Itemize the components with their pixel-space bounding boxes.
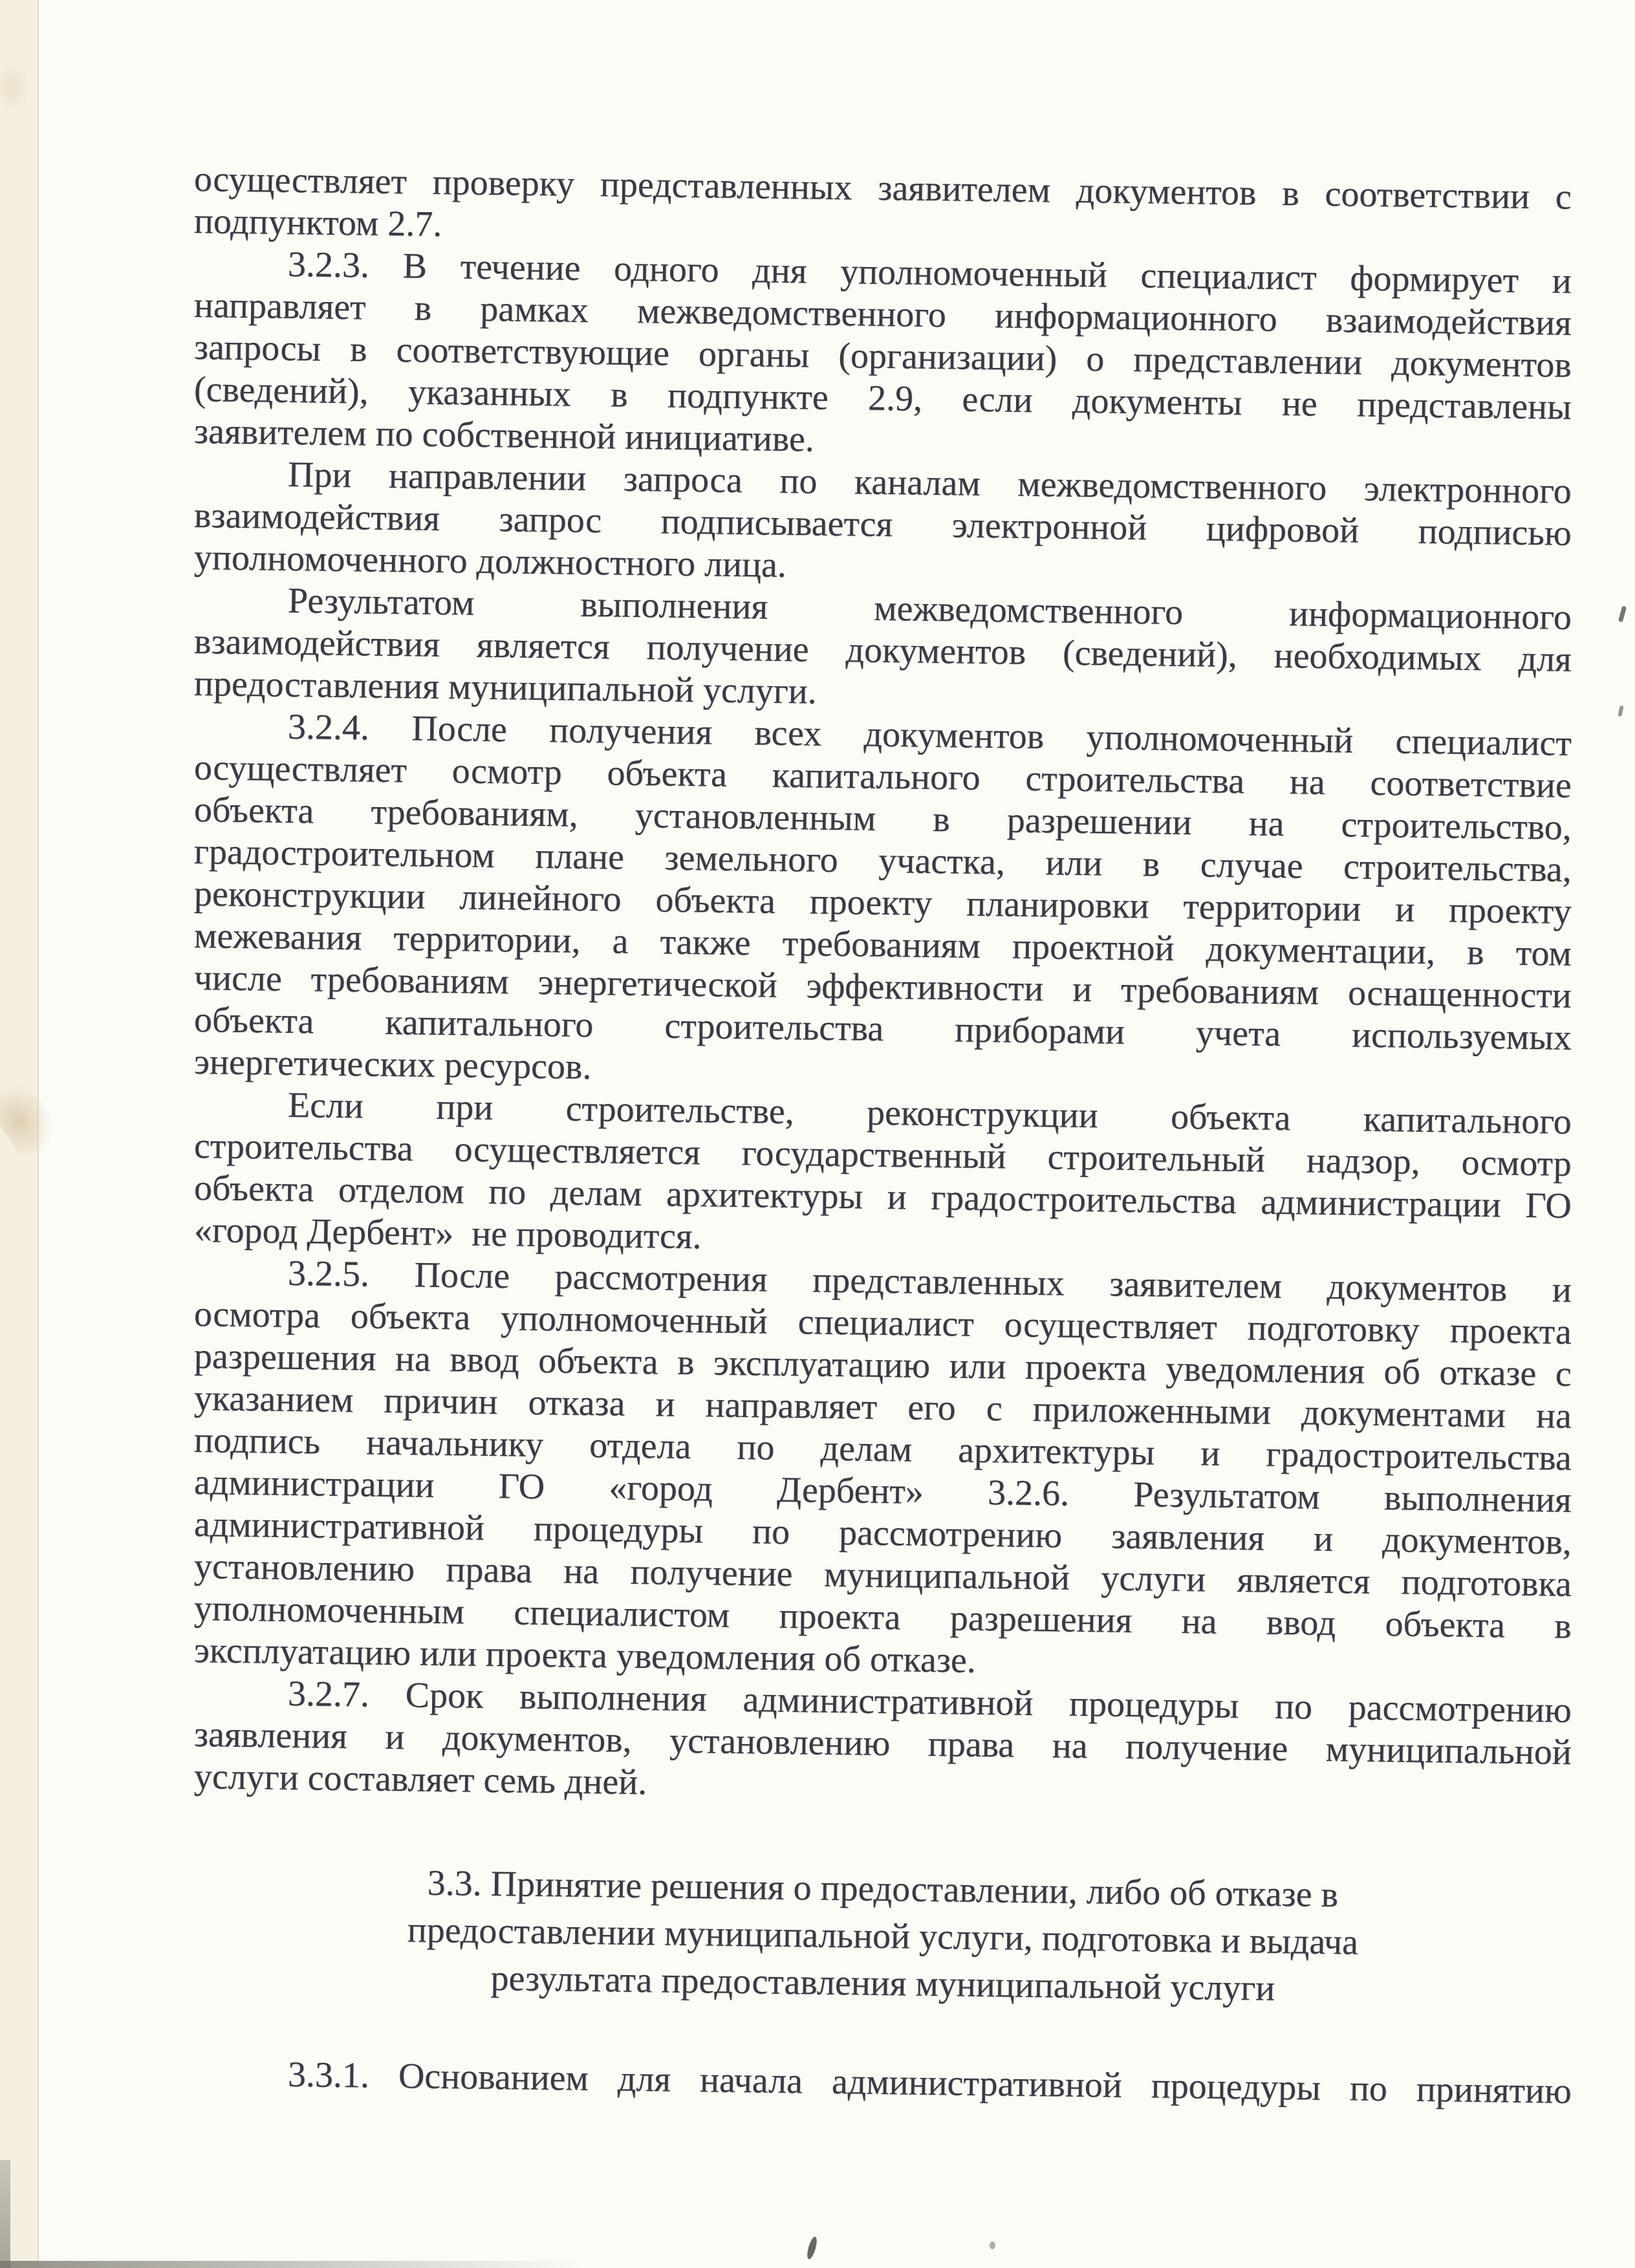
word: указанием bbox=[193, 1378, 354, 1421]
word: требованиям bbox=[782, 923, 981, 966]
text-line bbox=[194, 2053, 1572, 2113]
word: в bbox=[610, 374, 629, 415]
word: рассмотрению bbox=[838, 1513, 1063, 1556]
word: установлению bbox=[669, 1720, 891, 1764]
word: (сведений), bbox=[193, 369, 369, 412]
word: в bbox=[677, 1342, 695, 1383]
word: по bbox=[1349, 2068, 1388, 2110]
word: объекта bbox=[537, 1340, 658, 1383]
word: 3.2.3. bbox=[287, 244, 370, 286]
word: документов, bbox=[1381, 1520, 1572, 1562]
word: ГО bbox=[1524, 1185, 1572, 1226]
word: уведомления bbox=[1165, 1348, 1365, 1392]
word: эффективности bbox=[806, 966, 1044, 1010]
word: взаимодействия bbox=[1325, 299, 1572, 343]
word: по bbox=[488, 1171, 526, 1213]
word: требованиям bbox=[1120, 969, 1319, 1013]
word: делам bbox=[820, 1428, 913, 1470]
word: информационного bbox=[1288, 594, 1572, 638]
word: подпункте bbox=[667, 375, 829, 418]
word: принятию bbox=[1416, 2069, 1572, 2111]
word: проекта bbox=[1024, 1346, 1147, 1389]
word: документов bbox=[863, 714, 1045, 757]
word: в bbox=[932, 799, 951, 840]
word: в bbox=[1142, 844, 1160, 885]
word: в bbox=[349, 329, 367, 370]
word: строительство, bbox=[1341, 805, 1572, 848]
word: межевания bbox=[193, 916, 362, 958]
word: выполнения bbox=[519, 1676, 708, 1720]
word: и bbox=[1313, 1518, 1334, 1560]
word: направлении bbox=[388, 455, 587, 499]
word: строительства bbox=[193, 1126, 414, 1169]
word: делам bbox=[550, 1172, 642, 1215]
word: подпись bbox=[193, 1420, 321, 1462]
word: с bbox=[1555, 177, 1572, 217]
word: энергетической bbox=[537, 962, 778, 1006]
word: соответствующие bbox=[396, 330, 670, 374]
word: объекта bbox=[193, 790, 314, 832]
word: услуги bbox=[1100, 1558, 1206, 1600]
word: с bbox=[1555, 1354, 1572, 1394]
word: строительства bbox=[1025, 758, 1245, 802]
word: 3.2.5. bbox=[287, 1253, 370, 1295]
word: права bbox=[446, 1550, 533, 1591]
word: указанных bbox=[407, 372, 572, 415]
word: приложенными bbox=[1032, 1388, 1272, 1432]
text-line: заявителем по собственной инициативе. bbox=[193, 411, 815, 460]
word: и bbox=[1072, 969, 1092, 1010]
word: требованиям, bbox=[371, 792, 579, 835]
word: с bbox=[986, 1388, 1003, 1429]
word: строительства bbox=[664, 1006, 884, 1049]
word: объекта bbox=[1170, 1096, 1291, 1139]
word: муниципальной bbox=[1325, 1729, 1572, 1773]
word: всех bbox=[754, 713, 822, 754]
text-line: эксплуатацию или проекта уведомления об отказе. bbox=[193, 1630, 977, 1681]
document-text-block bbox=[193, 158, 1572, 2111]
word: осуществляет bbox=[1004, 1304, 1218, 1348]
word: межведомственного bbox=[1017, 464, 1327, 508]
word: 2.9, bbox=[867, 378, 923, 419]
word: если bbox=[962, 379, 1033, 420]
scan-artifact-dot bbox=[990, 2241, 995, 2249]
word: процедуры bbox=[533, 1508, 704, 1551]
word: Срок bbox=[405, 1675, 484, 1716]
word: и bbox=[1552, 261, 1572, 301]
word: на bbox=[1181, 1601, 1217, 1642]
word: цифровой bbox=[1206, 508, 1359, 551]
word: 3.2.4. bbox=[287, 706, 370, 748]
word: Результатом bbox=[1132, 1474, 1321, 1517]
word: объекта bbox=[1385, 1604, 1506, 1646]
word: осуществляется bbox=[454, 1129, 701, 1173]
word: отдела bbox=[589, 1425, 691, 1467]
text-line: 3.3. Принятие решения о предоставлении, либо об отказе в bbox=[427, 1863, 1339, 1916]
word: документы bbox=[1072, 380, 1242, 424]
word: заявления bbox=[1110, 1516, 1265, 1559]
word: объекта bbox=[655, 880, 776, 922]
word: ввод bbox=[1266, 1602, 1336, 1644]
word: взаимодействия bbox=[193, 621, 440, 665]
word: реконструкции bbox=[193, 874, 426, 917]
word: по bbox=[737, 1427, 775, 1468]
word: на bbox=[1289, 762, 1326, 803]
word: строительный bbox=[1047, 1137, 1266, 1180]
word: Основанием bbox=[398, 2056, 589, 2099]
word: линейного bbox=[459, 877, 622, 920]
word: объекта bbox=[350, 1296, 471, 1338]
word: и bbox=[1394, 889, 1415, 930]
word: и bbox=[1200, 1433, 1220, 1474]
word: архитектуры bbox=[666, 1174, 863, 1217]
word: получения bbox=[548, 710, 713, 753]
word: информационного bbox=[994, 296, 1278, 340]
word: органы bbox=[698, 334, 810, 376]
text-line: предоставления муниципальной услуги. bbox=[193, 664, 817, 712]
word: «город bbox=[608, 1467, 713, 1509]
text-line: «город Дербент» не проводится. bbox=[193, 1210, 702, 1257]
text-line: энергетических ресурсов. bbox=[193, 1042, 592, 1088]
word: капитального bbox=[385, 1002, 594, 1046]
word: административной bbox=[831, 2061, 1123, 2106]
text-line: предоставлении муниципальной услуги, подготовка и выдача bbox=[407, 1910, 1359, 1963]
word: направляет bbox=[193, 285, 367, 328]
word: в bbox=[414, 288, 432, 329]
word: рамках bbox=[479, 288, 589, 330]
word: взаимодействия bbox=[193, 495, 440, 539]
word: не bbox=[1281, 383, 1318, 424]
word: рассмотрению bbox=[1348, 1687, 1572, 1731]
text-line: результата предоставления муниципальной услуги bbox=[490, 1958, 1275, 2009]
word: одного bbox=[613, 248, 719, 290]
word: подготовку bbox=[1247, 1308, 1420, 1350]
word: ГО bbox=[498, 1466, 545, 1507]
word: является bbox=[476, 625, 611, 667]
word: заявления bbox=[193, 1714, 348, 1757]
word: и bbox=[655, 1384, 675, 1425]
word: об bbox=[1383, 1352, 1421, 1392]
word: документов bbox=[1326, 1266, 1508, 1310]
word: При bbox=[287, 454, 352, 496]
word: представленных bbox=[812, 1260, 1065, 1304]
word: градостроительном bbox=[193, 832, 495, 876]
word: административной bbox=[742, 1679, 1034, 1723]
word: на bbox=[1535, 1396, 1572, 1436]
word: государственный bbox=[741, 1133, 1006, 1177]
word: градостроительства bbox=[930, 1177, 1237, 1222]
word: является bbox=[1237, 1560, 1370, 1602]
word: участка, bbox=[878, 840, 1006, 883]
word: уполномоченным bbox=[193, 1588, 465, 1632]
word: приборами bbox=[954, 1010, 1125, 1052]
word: заявителем bbox=[877, 167, 1051, 211]
word: разрешения bbox=[949, 1598, 1132, 1641]
word: строительстве, bbox=[565, 1088, 795, 1132]
word: капитального bbox=[1363, 1099, 1572, 1142]
word: эксплуатацию bbox=[713, 1343, 931, 1386]
word: разрешении bbox=[1006, 800, 1192, 843]
word: соответствие bbox=[1370, 762, 1572, 806]
word: случае bbox=[1200, 845, 1303, 887]
paper-edge-line bbox=[38, 0, 39, 2268]
word: используемых bbox=[1351, 1015, 1572, 1058]
text-line: услуги составляет семь дней. bbox=[193, 1756, 647, 1803]
word: проекту bbox=[809, 881, 933, 923]
word: течение bbox=[460, 246, 581, 288]
word: на bbox=[1052, 1725, 1088, 1767]
word: права bbox=[927, 1723, 1015, 1766]
word: представленных bbox=[600, 164, 852, 208]
word: осмотр bbox=[1461, 1142, 1572, 1184]
word: документов bbox=[845, 630, 1026, 673]
word: оснащенности bbox=[1347, 973, 1572, 1016]
word: установлению bbox=[193, 1546, 415, 1590]
word: получение bbox=[646, 627, 810, 670]
word: Дербент» bbox=[776, 1469, 924, 1512]
word: архитектуры bbox=[957, 1430, 1155, 1473]
word: подготовка bbox=[1401, 1562, 1572, 1604]
word: его bbox=[907, 1387, 957, 1429]
word: (сведений), bbox=[1062, 632, 1238, 676]
word: территории, bbox=[393, 918, 581, 961]
word: ввод bbox=[449, 1339, 520, 1381]
word: осмотра bbox=[193, 1294, 321, 1336]
word: плане bbox=[534, 836, 625, 878]
word: объекта bbox=[193, 1168, 314, 1210]
word: запроса bbox=[623, 459, 743, 501]
word: документов, bbox=[442, 1718, 633, 1760]
word: документов bbox=[1391, 343, 1572, 385]
word: по bbox=[779, 460, 817, 502]
word: подписью bbox=[1418, 511, 1572, 554]
word: Результатом bbox=[287, 580, 475, 623]
word: проектной bbox=[1012, 926, 1175, 969]
word: выполнения bbox=[580, 584, 768, 627]
word: в bbox=[1466, 932, 1484, 973]
text-line: подпунктом 2.7. bbox=[193, 201, 442, 245]
word: заявителем bbox=[1109, 1264, 1283, 1307]
word: уполномоченный bbox=[1086, 717, 1354, 761]
word: и bbox=[887, 1177, 907, 1218]
word: межведомственного bbox=[873, 588, 1184, 633]
word: 3.2.6. bbox=[987, 1473, 1070, 1514]
word: градостроительства bbox=[1266, 1434, 1572, 1478]
word: на bbox=[563, 1551, 600, 1592]
word: получение bbox=[1125, 1726, 1288, 1769]
word: 3.2.7. bbox=[287, 1673, 370, 1715]
word: осмотр bbox=[451, 751, 563, 793]
word: учета bbox=[1195, 1013, 1281, 1054]
word: на bbox=[395, 1339, 431, 1379]
word: также bbox=[660, 922, 752, 964]
word: подписывается bbox=[660, 501, 893, 545]
word: земельного bbox=[664, 837, 839, 881]
word: необходимых bbox=[1273, 635, 1482, 679]
word: муниципальной bbox=[823, 1554, 1070, 1598]
word: о bbox=[1085, 339, 1105, 380]
word: запросы bbox=[193, 327, 321, 369]
word: и bbox=[1552, 1269, 1572, 1310]
scan-artifact-tick bbox=[1618, 706, 1623, 717]
word: отказе bbox=[1439, 1352, 1537, 1394]
word: В bbox=[402, 246, 428, 286]
word: специалистом bbox=[513, 1592, 730, 1636]
word: документации, bbox=[1206, 929, 1436, 973]
text-line: уполномоченного должностного лица. bbox=[193, 537, 787, 585]
word: капитального bbox=[772, 755, 981, 798]
word: причин bbox=[384, 1380, 498, 1423]
word: проекта bbox=[779, 1595, 901, 1638]
word: в bbox=[1281, 173, 1300, 214]
word: или bbox=[1045, 843, 1103, 884]
word: рассмотрения bbox=[554, 1257, 768, 1300]
word: реконструкции bbox=[866, 1092, 1099, 1136]
word: специалист bbox=[1140, 255, 1317, 298]
word: осуществляет bbox=[193, 748, 407, 791]
word: получение bbox=[630, 1551, 793, 1595]
word: для bbox=[1518, 638, 1572, 680]
word: запрос bbox=[499, 499, 602, 541]
word: территории bbox=[1183, 887, 1361, 929]
word: каналам bbox=[854, 462, 981, 504]
word: электронного bbox=[1363, 468, 1572, 512]
word: проверку bbox=[432, 162, 575, 204]
word: представлении bbox=[1132, 340, 1363, 383]
word: в bbox=[1554, 1606, 1572, 1647]
word: уполномоченный bbox=[500, 1298, 768, 1342]
word: объекта bbox=[193, 1000, 314, 1042]
word: проекту bbox=[1448, 890, 1572, 932]
word: объекта bbox=[607, 753, 728, 795]
word: отделом bbox=[338, 1169, 465, 1212]
word: при bbox=[435, 1086, 493, 1129]
word: После bbox=[414, 1255, 510, 1297]
word: документов bbox=[1076, 170, 1257, 213]
word: уполномоченный bbox=[839, 252, 1108, 296]
scan-artifact-bottom-edge bbox=[0, 2261, 582, 2268]
word: администрации bbox=[193, 1462, 435, 1506]
word: начальнику bbox=[365, 1422, 544, 1465]
word: а bbox=[612, 921, 629, 962]
word: административной bbox=[193, 1504, 485, 1548]
scan-artifact-squiggle bbox=[805, 2236, 818, 2260]
word: 3.3.1. bbox=[287, 2054, 370, 2096]
word: установленным bbox=[634, 795, 876, 839]
word: по bbox=[752, 1511, 790, 1553]
word: разрешения bbox=[193, 1336, 376, 1379]
word: планировки bbox=[966, 883, 1149, 927]
word: дня bbox=[752, 250, 807, 292]
word: проекта bbox=[1449, 1310, 1572, 1352]
word: начала bbox=[699, 2060, 803, 2102]
word: специалист bbox=[1395, 721, 1572, 764]
word: на bbox=[1248, 803, 1284, 845]
word: процедуры bbox=[1068, 1683, 1239, 1727]
paper-edge-strip bbox=[0, 0, 38, 2268]
word: администрации bbox=[1260, 1182, 1502, 1226]
word: числе bbox=[193, 958, 283, 999]
word: том bbox=[1515, 933, 1572, 974]
word: надзор, bbox=[1306, 1140, 1421, 1182]
word: Если bbox=[287, 1085, 364, 1127]
word: или bbox=[949, 1346, 1006, 1387]
word: соответствии bbox=[1325, 173, 1530, 217]
scan-artifact-accent bbox=[1618, 606, 1627, 623]
word: документами bbox=[1301, 1392, 1506, 1436]
word: процедуры bbox=[1151, 2066, 1321, 2108]
word: (организации) bbox=[838, 336, 1057, 379]
word: и bbox=[385, 1716, 405, 1758]
word: специалист bbox=[797, 1302, 975, 1345]
word: представлены bbox=[1356, 384, 1572, 427]
word: требованиям bbox=[310, 959, 510, 1002]
word: После bbox=[411, 708, 508, 750]
word: отказа bbox=[528, 1382, 625, 1424]
word: выполнения bbox=[1383, 1478, 1572, 1520]
word: электронной bbox=[951, 505, 1147, 548]
word: формирует bbox=[1349, 258, 1519, 301]
word: по bbox=[1274, 1686, 1313, 1727]
word: для bbox=[617, 2058, 671, 2100]
word: направляет bbox=[705, 1385, 878, 1427]
word: осуществляет bbox=[193, 159, 407, 202]
word: строительства, bbox=[1343, 847, 1572, 890]
word: межведомственного bbox=[636, 290, 947, 336]
